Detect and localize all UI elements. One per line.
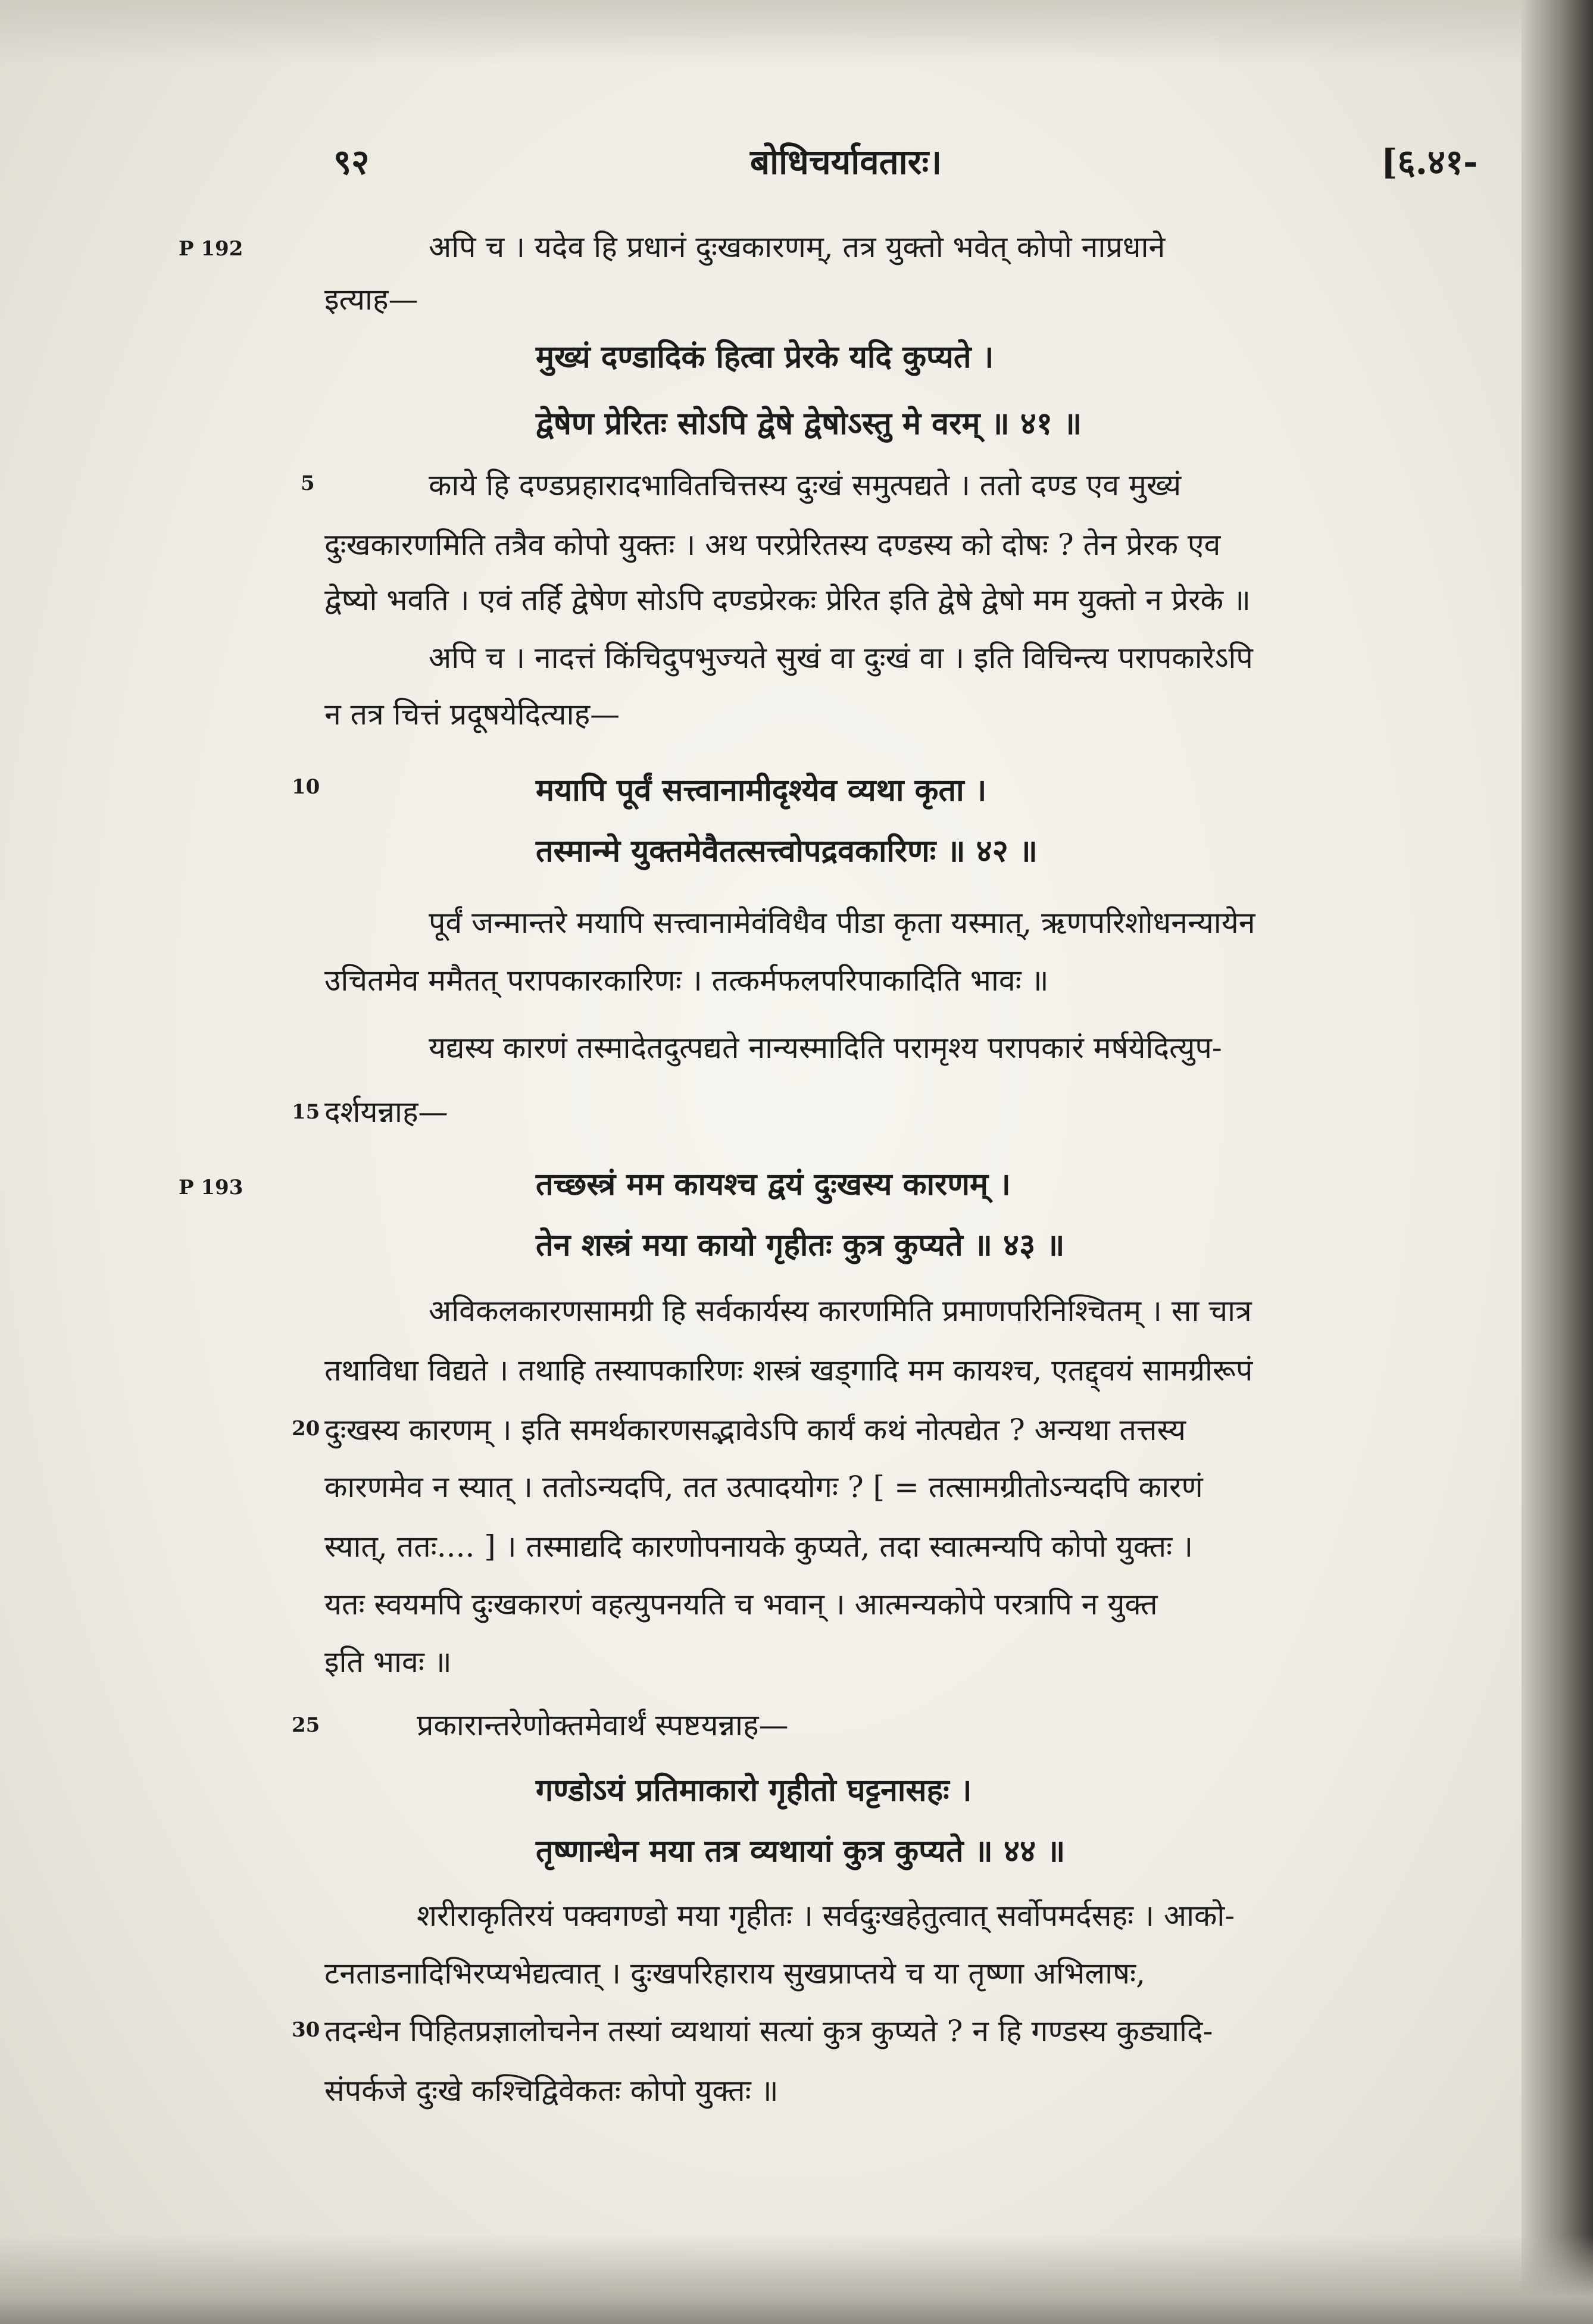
text-line: अविकलकारणसामग्री हि सर्वकार्यस्य कारणमिति प्रमाणपरिनिश्चितम् । सा चात्र: [429, 1294, 1252, 1328]
running-title: बोधिचर्यावतारः।: [750, 142, 942, 182]
line-number: 25: [292, 1713, 320, 1737]
text-line: यतः स्वयमपि दुःखकारणं वहत्युपनयति च भवान् । आत्मन्यकोपे परत्रापि न युक्त: [324, 1587, 1158, 1622]
text-line: टनताडनादिभिरप्यभेद्यत्वात् । दुःखपरिहाराय सुखप्राप्तये च या तृष्णा अभिलाषः,: [324, 1956, 1145, 1991]
verse-line: द्वेषेण प्रेरितः सोऽपि द्वेषे द्वेषोऽस्तु मे वरम् ॥ ४१ ॥: [536, 405, 1082, 442]
text-line: दुःखकारणमिति तत्रैव कोपो युक्तः । अथ परप्रेरितस्य दण्डस्य को दोषः ? तेन प्रेरक एव: [324, 527, 1221, 562]
text-line: उचितमेव ममैतत् परापकारकारिणः । तत्कर्मफलपरिपाकादिति भावः ॥: [324, 963, 1049, 998]
text-line: प्रकारान्तरेणोक्तमेवार्थं स्पष्टयन्नाह—: [417, 1708, 789, 1742]
text-line: कारणमेव न स्यात् । ततोऽन्यदपि, तत उत्पादयोगः ? [ = तत्सामग्रीतोऽन्यदपि कारणं: [324, 1470, 1203, 1504]
verse-line: तेन शस्त्रं मया कायो गृहीतः कुत्र कुप्यते ॥ ४३ ॥: [536, 1227, 1065, 1263]
text-line: अपि च । नादत्तं किंचिदुपभुज्यते सुखं वा दुःखं वा । इति विचिन्त्य परापकारेऽपि: [429, 641, 1253, 675]
verse-line: तस्मान्मे युक्तमेवैतत्सत्त्वोपद्रवकारिणः ॥ ४२ ॥: [536, 833, 1038, 869]
text-line: संपर्कजे दुःखे कश्चिद्विवेकतः कोपो युक्तः ॥: [324, 2073, 779, 2108]
text-line: तदन्धेन पिहितप्रज्ञालोचनेन तस्यां व्यथायां सत्यां कुत्र कुप्यते ? न हि गण्डस्य कुड्यादि-: [324, 2014, 1213, 2048]
text-line: द्वेष्यो भवति । एवं तर्हि द्वेषेण सोऽपि दण्डप्रेरकः प्रेरित इति द्वेषे द्वेषो मम युक्तो न प्रेरके ॥: [324, 583, 1251, 617]
text-line: पूर्वं जन्मान्तरे मयापि सत्त्वानामेवंविधैव पीडा कृता यस्मात्, ऋणपरिशोधनन्यायेन: [429, 905, 1255, 940]
text-line: यद्यस्य कारणं तस्मादेतदुत्पद्यते नान्यस्मादिति परामृश्य परापकारं मर्षयेदित्युप-: [429, 1030, 1222, 1065]
verse-line: तृष्णान्धेन मया तत्र व्यथायां कुत्र कुप्यते ॥ ४४ ॥: [536, 1833, 1066, 1869]
scan-shadow-bottom: [0, 2235, 1593, 2324]
text-line: स्यात्, ततः.... ] । तस्माद्यदि कारणोपनायके कुप्यते, तदा स्वात्मन्यपि कोपो युक्तः ।: [324, 1529, 1194, 1564]
verse-line: मयापि पूर्वं सत्त्वानामीदृश्येव व्यथा कृता ।: [536, 772, 987, 808]
line-number: 20: [292, 1417, 320, 1441]
scan-shadow-right: [1522, 0, 1593, 2324]
line-number: 5: [301, 471, 315, 495]
line-number: 10: [292, 775, 320, 799]
text-line: अपि च । यदेव हि प्रधानं दुःखकारणम्, तत्र युक्तो भवेत् कोपो नाप्रधाने: [429, 230, 1166, 264]
text-line: इत्याह—: [324, 282, 418, 317]
text-line: काये हि दण्डप्रहारादभावितचित्तस्य दुःखं समुत्पद्यते । ततो दण्ड एव मुख्यं: [429, 468, 1182, 502]
text-line: न तत्र चित्तं प्रदूषयेदित्याह—: [324, 697, 620, 732]
text-line: दुःखस्य कारणम् । इति समर्थकारणसद्भावेऽपि कार्यं कथं नोत्पद्येत ? अन्यथा तत्तस्य: [324, 1413, 1186, 1447]
line-number: 30: [292, 2018, 320, 2042]
margin-ref-p193: P 193: [179, 1176, 243, 1200]
verse-line: तच्छस्त्रं मम कायश्च द्वयं दुःखस्य कारणम् ।: [536, 1166, 1011, 1202]
section-reference: [६.४१-: [1381, 142, 1478, 182]
verse-line: गण्डोऽयं प्रतिमाकारो गृहीतो घट्टनासहः ।: [536, 1772, 972, 1808]
text-line: शरीराकृतिरयं पक्वगण्डो मया गृहीतः । सर्वदुःखहेतुत्वात् सर्वोपमर्दसहः । आको-: [417, 1898, 1235, 1933]
text-line: इति भावः ॥: [324, 1645, 452, 1679]
text-line-content: दर्शयन्नाह—: [324, 1095, 448, 1129]
text-line: [324, 1094, 448, 1130]
verse-line: मुख्यं दण्डादिकं हित्वा प्रेरके यदि कुप्यते ।: [536, 339, 994, 375]
line-number: 15: [292, 1100, 320, 1124]
page-number: ९२: [333, 142, 370, 182]
margin-ref-p192: P 192: [179, 237, 243, 261]
text-line: तथाविधा विद्यते । तथाहि तस्यापकारिणः शस्त्रं खड्गादि मम कायश्च, एतद्द्वयं सामग्रीरूपं: [324, 1353, 1253, 1388]
scan-shadow-top: [0, 0, 1593, 65]
